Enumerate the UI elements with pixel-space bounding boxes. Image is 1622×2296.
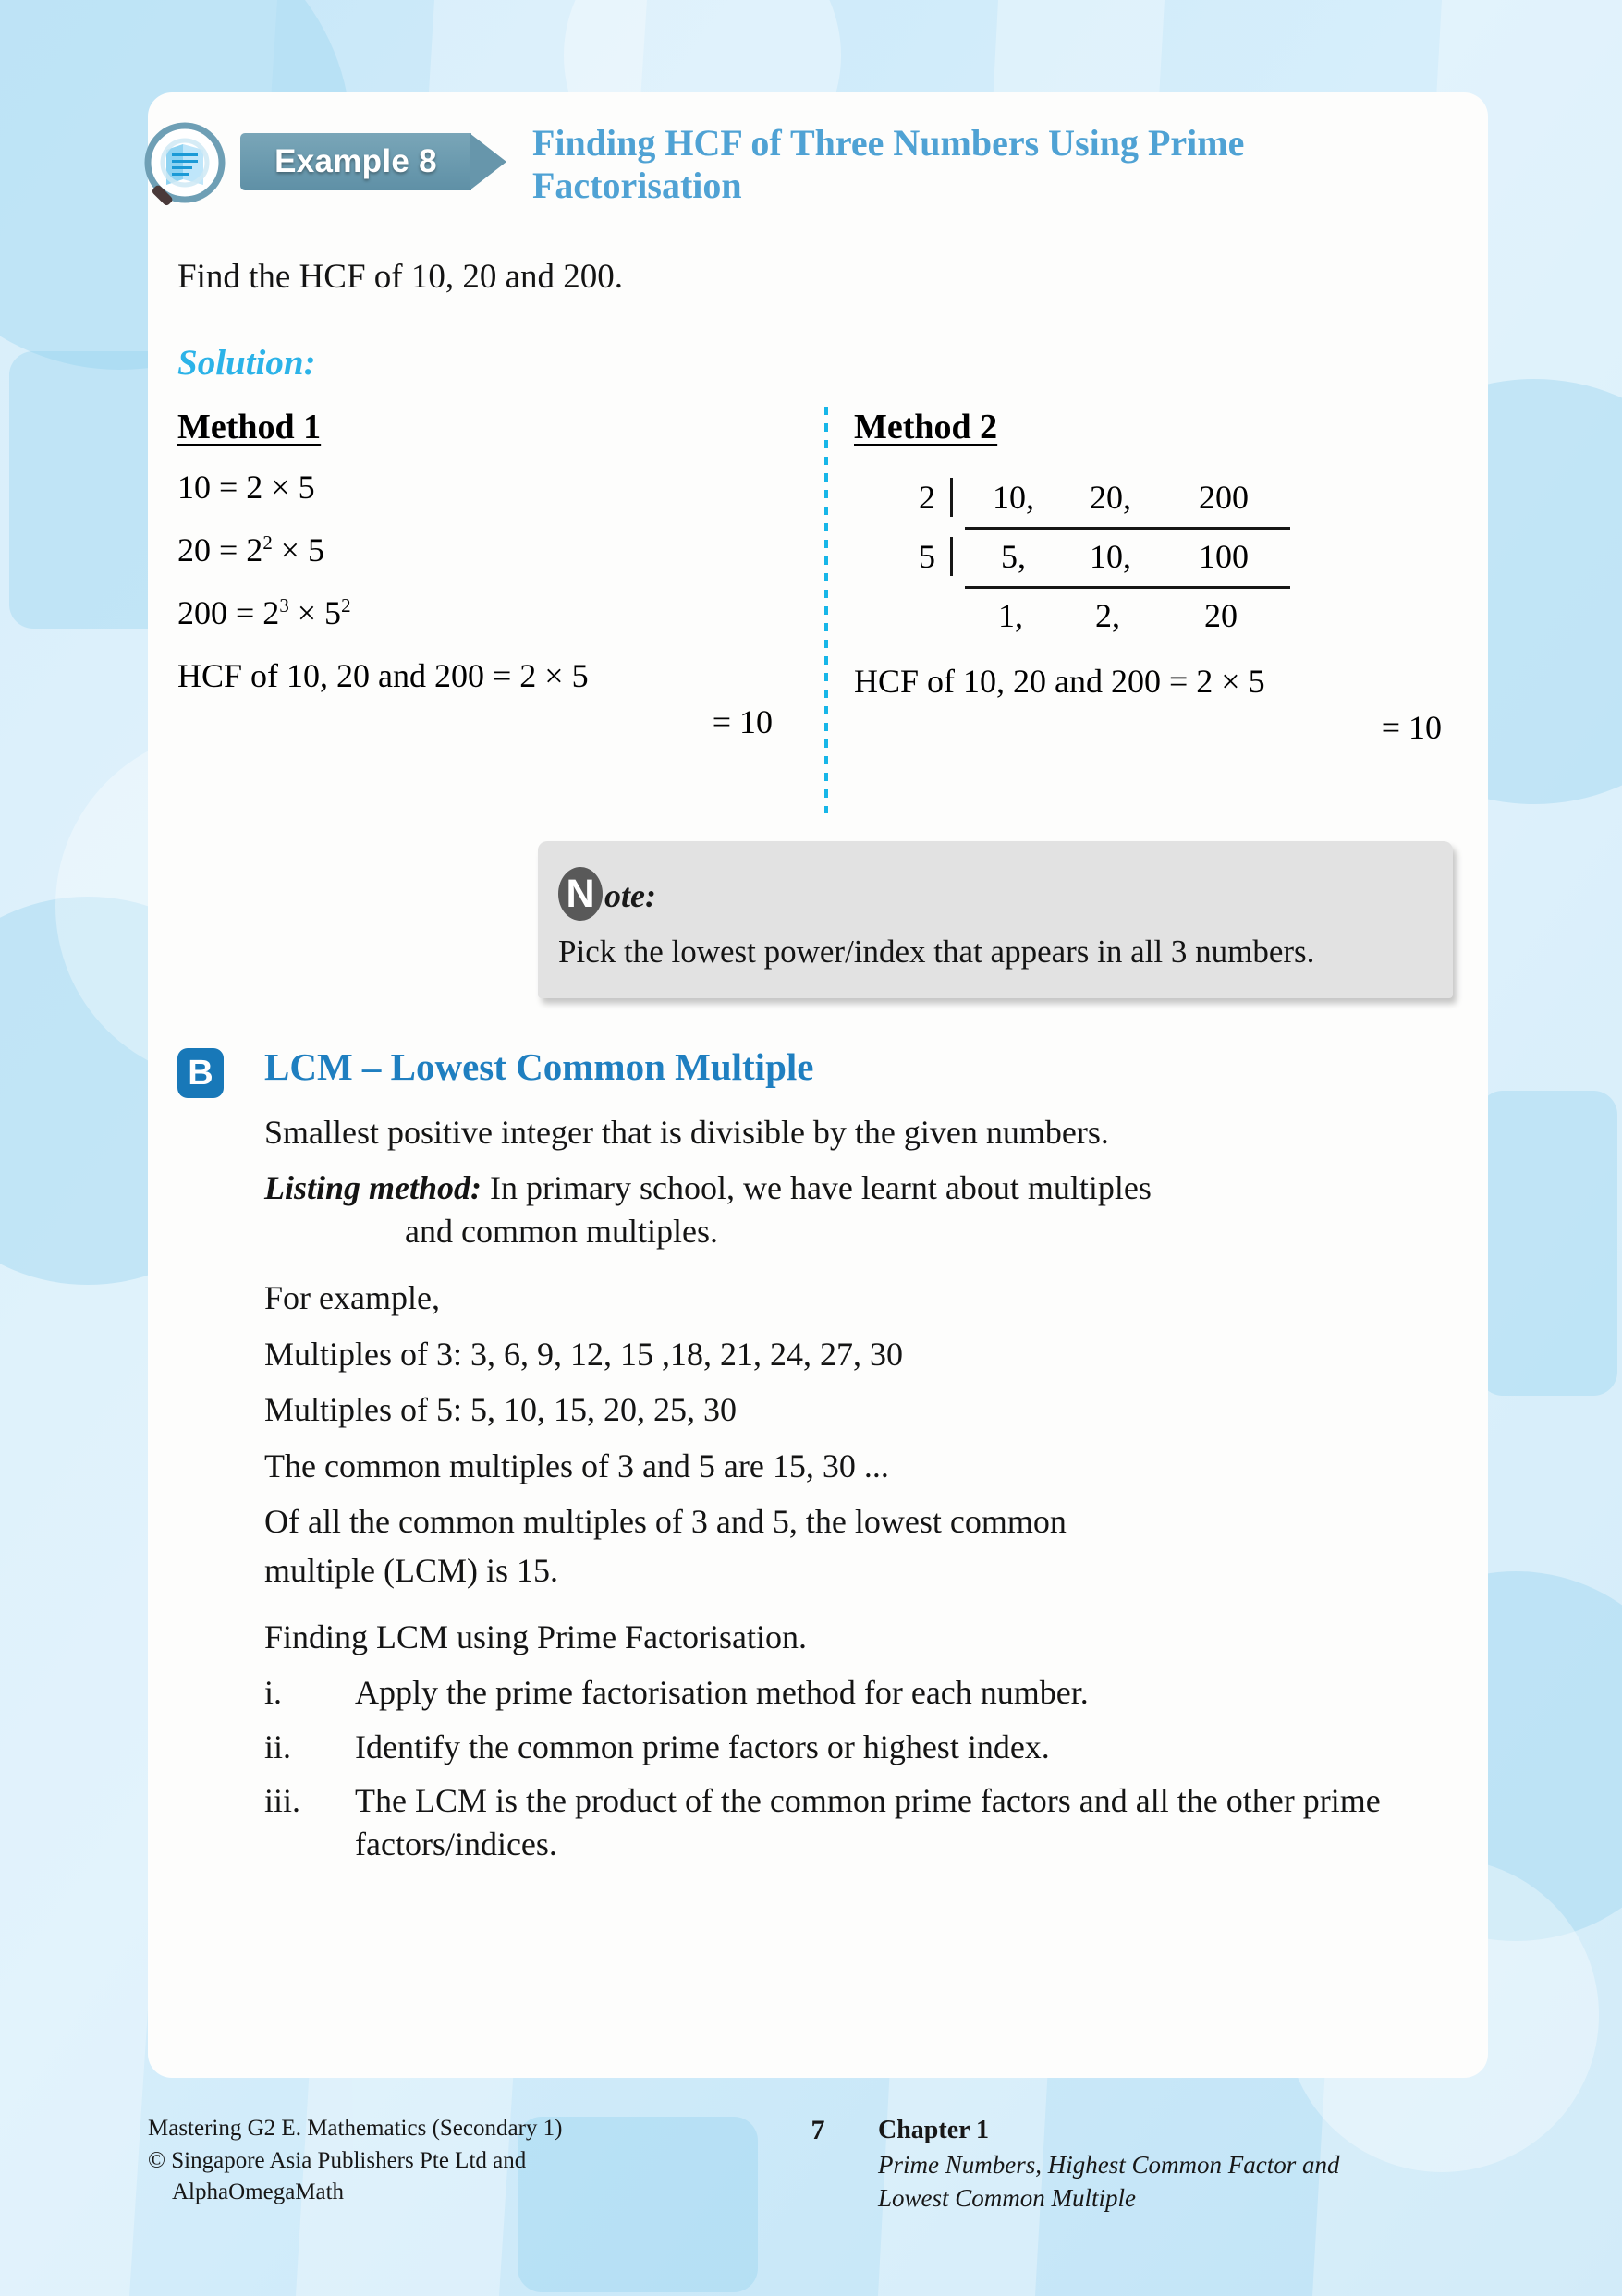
eq3-exponent-1: 3 — [279, 594, 289, 617]
cell: 100 — [1199, 538, 1249, 575]
example-tag — [240, 133, 506, 190]
cell: 10, — [993, 479, 1034, 516]
table-row — [893, 527, 1290, 586]
magnifier-book-icon — [137, 120, 233, 216]
ladder-rule-1 — [965, 527, 1290, 530]
list-item — [264, 1726, 1471, 1768]
example-tag-arrow — [470, 133, 506, 190]
footer-chapter-info — [878, 2113, 1497, 2242]
example-header — [148, 118, 1442, 220]
footer-chapter-subtitle-1: Prime Numbers, Highest Common Factor and — [878, 2150, 1340, 2179]
footer-copyright: © Singapore Asia Publishers Pte Ltd and — [148, 2147, 527, 2173]
method-1-conclusion: HCF of 10, 20 and 200 = 2 × 5 — [177, 657, 589, 694]
divisor-cell: 2 — [919, 479, 935, 516]
method-2-column — [854, 407, 1445, 747]
cell: 20, — [1090, 479, 1131, 516]
cell: 1, — [998, 597, 1023, 634]
common-multiples-line: The common multiples of 3 and 5 are 15, 30 ... — [264, 1447, 889, 1484]
list-item — [264, 1671, 1471, 1714]
values-cells — [950, 478, 1290, 517]
eq2-base: 20 = 2 — [177, 531, 263, 568]
section-b-title: LCM – Lowest Common Multiple — [264, 1045, 814, 1088]
list-marker: iii. — [264, 1782, 301, 1820]
division-ladder-table — [893, 468, 1290, 645]
section-b-header — [177, 1044, 1471, 1098]
method-1-heading: Method 1 — [177, 408, 322, 446]
lowest-common-line-2: multiple (LCM) is 15. — [264, 1551, 558, 1589]
method-1-equation-3 — [177, 593, 797, 632]
method-1-conclusion-result: = 10 — [712, 703, 773, 740]
eq3-exponent-2: 2 — [341, 594, 351, 617]
cell: 5, — [1001, 538, 1026, 575]
finding-lcm-heading: Finding LCM using Prime Factorisation. — [264, 1618, 808, 1655]
method-2-conclusion-result: = 10 — [1381, 709, 1442, 746]
footer-book-title: Mastering G2 E. Mathematics (Secondary 1) — [148, 2116, 563, 2141]
divisor-cell: 5 — [919, 538, 935, 575]
ladder-rule-2 — [965, 586, 1290, 589]
listing-method-text-2: and common multiples. — [405, 1212, 718, 1250]
eq2-exponent: 2 — [262, 531, 273, 554]
multiples-of-5: Multiples of 5: 5, 10, 15, 20, 25, 30 — [264, 1391, 737, 1429]
cell: 20 — [1204, 597, 1238, 634]
lowest-common-line-1: Of all the common multiples of 3 and 5, the lowest common — [264, 1503, 1067, 1541]
list-text: Apply the prime factorisation method for each number. — [355, 1674, 1089, 1712]
note-label: ote: — [604, 877, 656, 914]
method-1-column — [177, 407, 797, 741]
list-text: Identify the common prime factors or highest index. — [355, 1728, 1050, 1765]
listing-method-text: In primary school, we have learnt about multiples — [482, 1169, 1152, 1207]
solution-label: Solution: — [177, 343, 316, 383]
method-1-equation-1: 10 = 2 × 5 — [177, 469, 315, 506]
note-badge-icon: N — [558, 867, 603, 921]
method-1-equation-2 — [177, 531, 797, 569]
list-marker: i. — [264, 1674, 283, 1712]
eq3-mid: × 5 — [288, 594, 342, 631]
cell: 2, — [1095, 597, 1120, 634]
table-row — [893, 468, 1290, 527]
for-example-line: For example, — [264, 1279, 440, 1317]
values-cells — [950, 596, 1290, 635]
note-box — [538, 841, 1453, 998]
footer-imprint: AlphaOmegaMath — [172, 2180, 345, 2204]
multiples-of-3: Multiples of 3: 3, 6, 9, 12, 15 ,18, 21, 24, 27, 30 — [264, 1335, 903, 1373]
eq2-tail: × 5 — [272, 531, 325, 568]
method-2-heading: Method 2 — [854, 408, 998, 446]
values-cells — [950, 537, 1290, 576]
section-b — [177, 1044, 1471, 1876]
column-divider — [824, 407, 828, 813]
note-text: Pick the lowest power/index that appears in all 3 numbers. — [558, 934, 1315, 970]
eq3-base: 200 = 2 — [177, 594, 280, 631]
footer-publisher — [148, 2113, 758, 2242]
list-item — [264, 1779, 1471, 1865]
table-row — [893, 586, 1290, 645]
list-text: The LCM is the product of the common prime factors and all the other prime factors/indices. — [355, 1782, 1381, 1862]
example-title: Finding HCF of Three Numbers Using Prime Factorisation — [532, 122, 1245, 206]
example-tag-label: Example 8 — [274, 143, 437, 179]
page-number: 7 — [811, 2115, 825, 2145]
lcm-definition: Smallest positive integer that is divisible by the given numbers. — [264, 1114, 1109, 1151]
section-b-badge: B — [177, 1048, 224, 1098]
cell: 200 — [1199, 479, 1249, 516]
footer-chapter-title: Chapter 1 — [878, 2116, 990, 2144]
page-footer — [148, 2113, 1497, 2242]
section-b-body — [264, 1111, 1471, 1865]
list-marker: ii. — [264, 1728, 292, 1765]
method-2-conclusion: HCF of 10, 20 and 200 = 2 × 5 — [854, 663, 1265, 700]
footer-chapter-subtitle-2: Lowest Common Multiple — [878, 2184, 1137, 2213]
listing-method-paragraph — [264, 1166, 1471, 1252]
problem-statement: Find the HCF of 10, 20 and 200. — [177, 258, 624, 296]
listing-method-label: Listing method: — [264, 1169, 482, 1207]
cell: 10, — [1090, 538, 1131, 575]
